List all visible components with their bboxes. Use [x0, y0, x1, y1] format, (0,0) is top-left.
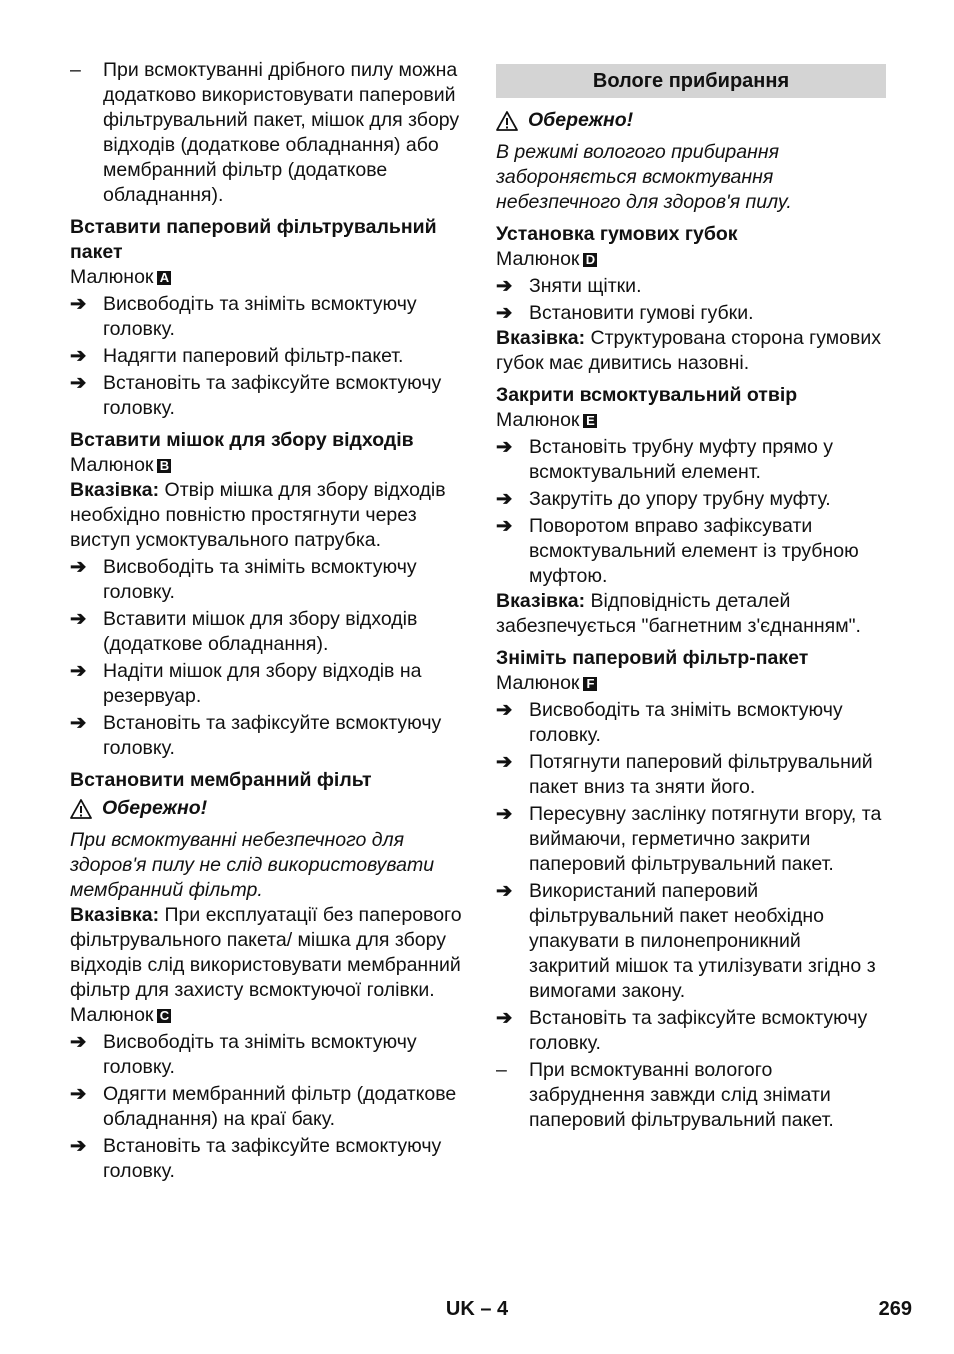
step-item — [70, 607, 462, 657]
step-item — [70, 555, 462, 605]
steps-rubber-squeegees — [496, 274, 886, 326]
step-item — [70, 1082, 462, 1132]
steps-remove-filter — [496, 698, 886, 1056]
arrow-icon: ➔ — [496, 515, 513, 537]
step-item — [496, 435, 886, 485]
arrow-icon: ➔ — [496, 880, 513, 902]
step-text: Одягти мембранний фільтр (додаткове обладнання) на краї баку. — [103, 1083, 457, 1130]
step-text: Використаний паперовий фільтрувальний пакет необхідно упакувати в пилонепроникний закритий мішок та утилізувати згідно з вимогами закону. — [529, 880, 876, 1002]
step-text: Встановити гумові губки. — [529, 302, 754, 324]
figure-ref-e — [496, 408, 886, 433]
arrow-icon: ➔ — [496, 1007, 513, 1029]
figure-letter-b: B — [157, 459, 171, 473]
step-item — [496, 487, 886, 512]
steps-membrane — [70, 1030, 462, 1184]
note-text: Відповідність деталей забезпечується "багнетним з'єднанням". — [496, 590, 861, 637]
caution-text: В режимі вологого прибирання забороняється всмоктування небезпечного для здоров'я пилу. — [496, 141, 792, 213]
arrow-icon: ➔ — [70, 293, 87, 315]
step-text: Пересувну заслінку потягнути вгору, та виймаючи, герметично закрити паперовий фільтрувальний пакет. — [529, 803, 882, 875]
final-dash-item — [496, 1058, 886, 1133]
arrow-icon: ➔ — [496, 751, 513, 773]
step-text: Встановіть та зафіксуйте всмоктуючу головку. — [103, 372, 442, 419]
step-item — [496, 274, 886, 299]
figure-label: Малюнок — [70, 1004, 154, 1026]
left-column — [70, 58, 462, 1184]
step-item — [70, 1030, 462, 1080]
figure-ref-b — [70, 453, 462, 478]
arrow-icon: ➔ — [70, 1083, 87, 1105]
steps-paper-filter — [70, 292, 462, 421]
note-label: Вказівка: — [70, 479, 160, 501]
note-waste-bag — [70, 478, 462, 553]
note-bayonet — [496, 589, 886, 639]
arrow-icon: ➔ — [70, 372, 87, 394]
figure-label: Малюнок — [496, 672, 580, 694]
figure-label: Малюнок — [70, 266, 154, 288]
arrow-icon: ➔ — [496, 803, 513, 825]
final-dash-text: При всмоктуванні вологого забруднення завжди слід знімати паперовий фільтрувальний пакет. — [529, 1059, 834, 1131]
step-item — [496, 802, 886, 877]
note-membrane — [70, 903, 462, 1003]
right-column — [496, 64, 886, 1133]
figure-label: Малюнок — [496, 409, 580, 431]
arrow-icon: ➔ — [496, 275, 513, 297]
warning-triangle-icon — [70, 799, 92, 819]
figure-label: Малюнок — [70, 454, 154, 476]
caution-heading — [496, 108, 886, 133]
step-text: Встановіть та зафіксуйте всмоктуючу головку. — [103, 1135, 442, 1182]
note-text: Отвір мішка для збору відходів необхідно повністю простягнути через виступ усмоктувального патрубка. — [70, 479, 446, 551]
footer-section-label: UK – 4 — [445, 1298, 509, 1320]
heading-membrane-filter: Встановити мембранний фільт — [70, 769, 372, 791]
heading-rubber-squeegees: Установка гумових губок — [496, 223, 738, 245]
heading-paper-filter: Вставити паперовий фільтрувальний пакет — [70, 216, 437, 263]
step-text: Потягнути паперовий фільтрувальний пакет вниз та зняти його. — [529, 751, 873, 798]
arrow-icon: ➔ — [496, 699, 513, 721]
step-text: Зняти щітки. — [529, 275, 642, 297]
step-text: Встановіть та зафіксуйте всмоктуючу головку. — [103, 712, 442, 759]
figure-letter-e: E — [583, 414, 597, 428]
step-text: Надягти паперовий фільтр-пакет. — [103, 345, 404, 367]
note-rubber — [496, 326, 886, 376]
step-item — [70, 344, 462, 369]
step-item — [70, 711, 462, 761]
section-title-bar: Вологе прибирання — [496, 64, 886, 98]
note-text: При експлуатації без паперового фільтрувального пакета/ мішка для збору відходів слід використовувати мембранний фільтр для захисту всмоктуючої голівки. — [70, 904, 462, 1001]
figure-letter-d: D — [583, 253, 597, 267]
arrow-icon: ➔ — [70, 1135, 87, 1157]
heading-waste-bag: Вставити мішок для збору відходів — [70, 429, 414, 451]
arrow-icon: ➔ — [70, 608, 87, 630]
step-text: Висвободіть та зніміть всмоктуючу головку. — [103, 556, 417, 603]
note-label: Вказівка: — [70, 904, 160, 926]
step-item — [70, 371, 462, 421]
caution-text: При всмоктуванні небезпечного для здоров'я пилу не слід використовувати мембранний фільтр. — [70, 829, 435, 901]
step-text: Надіти мішок для збору відходів на резервуар. — [103, 660, 422, 707]
step-item — [496, 514, 886, 589]
step-text: Вставити мішок для збору відходів (додаткове обладнання). — [103, 608, 418, 655]
note-label: Вказівка: — [496, 590, 586, 612]
step-item — [70, 1134, 462, 1184]
figure-ref-f — [496, 671, 886, 696]
intro-text: При всмоктуванні дрібного пилу можна додатково використовувати паперовий фільтрувальний пакет, мішок для збору відходів (додаткове обладнання) або мембранний фільтр (додаткове обладнання). — [103, 59, 460, 206]
steps-close-opening — [496, 435, 886, 589]
warning-triangle-icon — [496, 111, 518, 131]
arrow-icon: ➔ — [70, 1031, 87, 1053]
step-text: Висвободіть та зніміть всмоктуючу головку. — [103, 293, 417, 340]
step-text: Поворотом вправо зафіксувати всмоктувальний елемент із трубною муфтою. — [529, 515, 859, 587]
step-text: Закрутіть до упору трубну муфту. — [529, 488, 831, 510]
caution-label: Обережно! — [102, 797, 208, 819]
step-item — [496, 301, 886, 326]
arrow-icon: ➔ — [496, 488, 513, 510]
step-item — [496, 750, 886, 800]
step-item — [496, 879, 886, 1004]
step-item — [70, 292, 462, 342]
arrow-icon: ➔ — [70, 345, 87, 367]
dash-mark: – — [496, 1059, 507, 1081]
figure-letter-f: F — [583, 677, 597, 691]
arrow-icon: ➔ — [70, 556, 87, 578]
note-label: Вказівка: — [496, 327, 586, 349]
heading-remove-filter-bag: Зніміть паперовий фільтр-пакет — [496, 647, 809, 669]
step-item — [496, 698, 886, 748]
figure-label: Малюнок — [496, 248, 580, 270]
dash-mark: – — [70, 59, 81, 81]
arrow-icon: ➔ — [70, 660, 87, 682]
note-text: Структурована сторона гумових губок має дивитись назовні. — [496, 327, 881, 374]
arrow-icon: ➔ — [70, 712, 87, 734]
figure-letter-a: A — [157, 271, 171, 285]
intro-dash-item — [70, 58, 462, 208]
step-item — [496, 1006, 886, 1056]
arrow-icon: ➔ — [496, 302, 513, 324]
arrow-icon: ➔ — [496, 436, 513, 458]
figure-ref-a — [70, 265, 462, 290]
caution-label: Обережно! — [528, 109, 634, 131]
caution-heading — [70, 796, 462, 821]
step-text: Висвободіть та зніміть всмоктуючу головку. — [529, 699, 843, 746]
heading-close-suction-opening: Закрити всмоктувальний отвір — [496, 384, 798, 406]
figure-ref-d — [496, 247, 886, 272]
step-item — [70, 659, 462, 709]
step-text: Встановіть та зафіксуйте всмоктуючу головку. — [529, 1007, 868, 1054]
figure-ref-c — [70, 1003, 462, 1028]
step-text: Встановіть трубну муфту прямо у всмоктувальний елемент. — [529, 436, 834, 483]
step-text: Висвободіть та зніміть всмоктуючу головку. — [103, 1031, 417, 1078]
figure-letter-c: C — [157, 1009, 171, 1023]
steps-waste-bag — [70, 555, 462, 761]
page-number: 269 — [878, 1298, 912, 1320]
